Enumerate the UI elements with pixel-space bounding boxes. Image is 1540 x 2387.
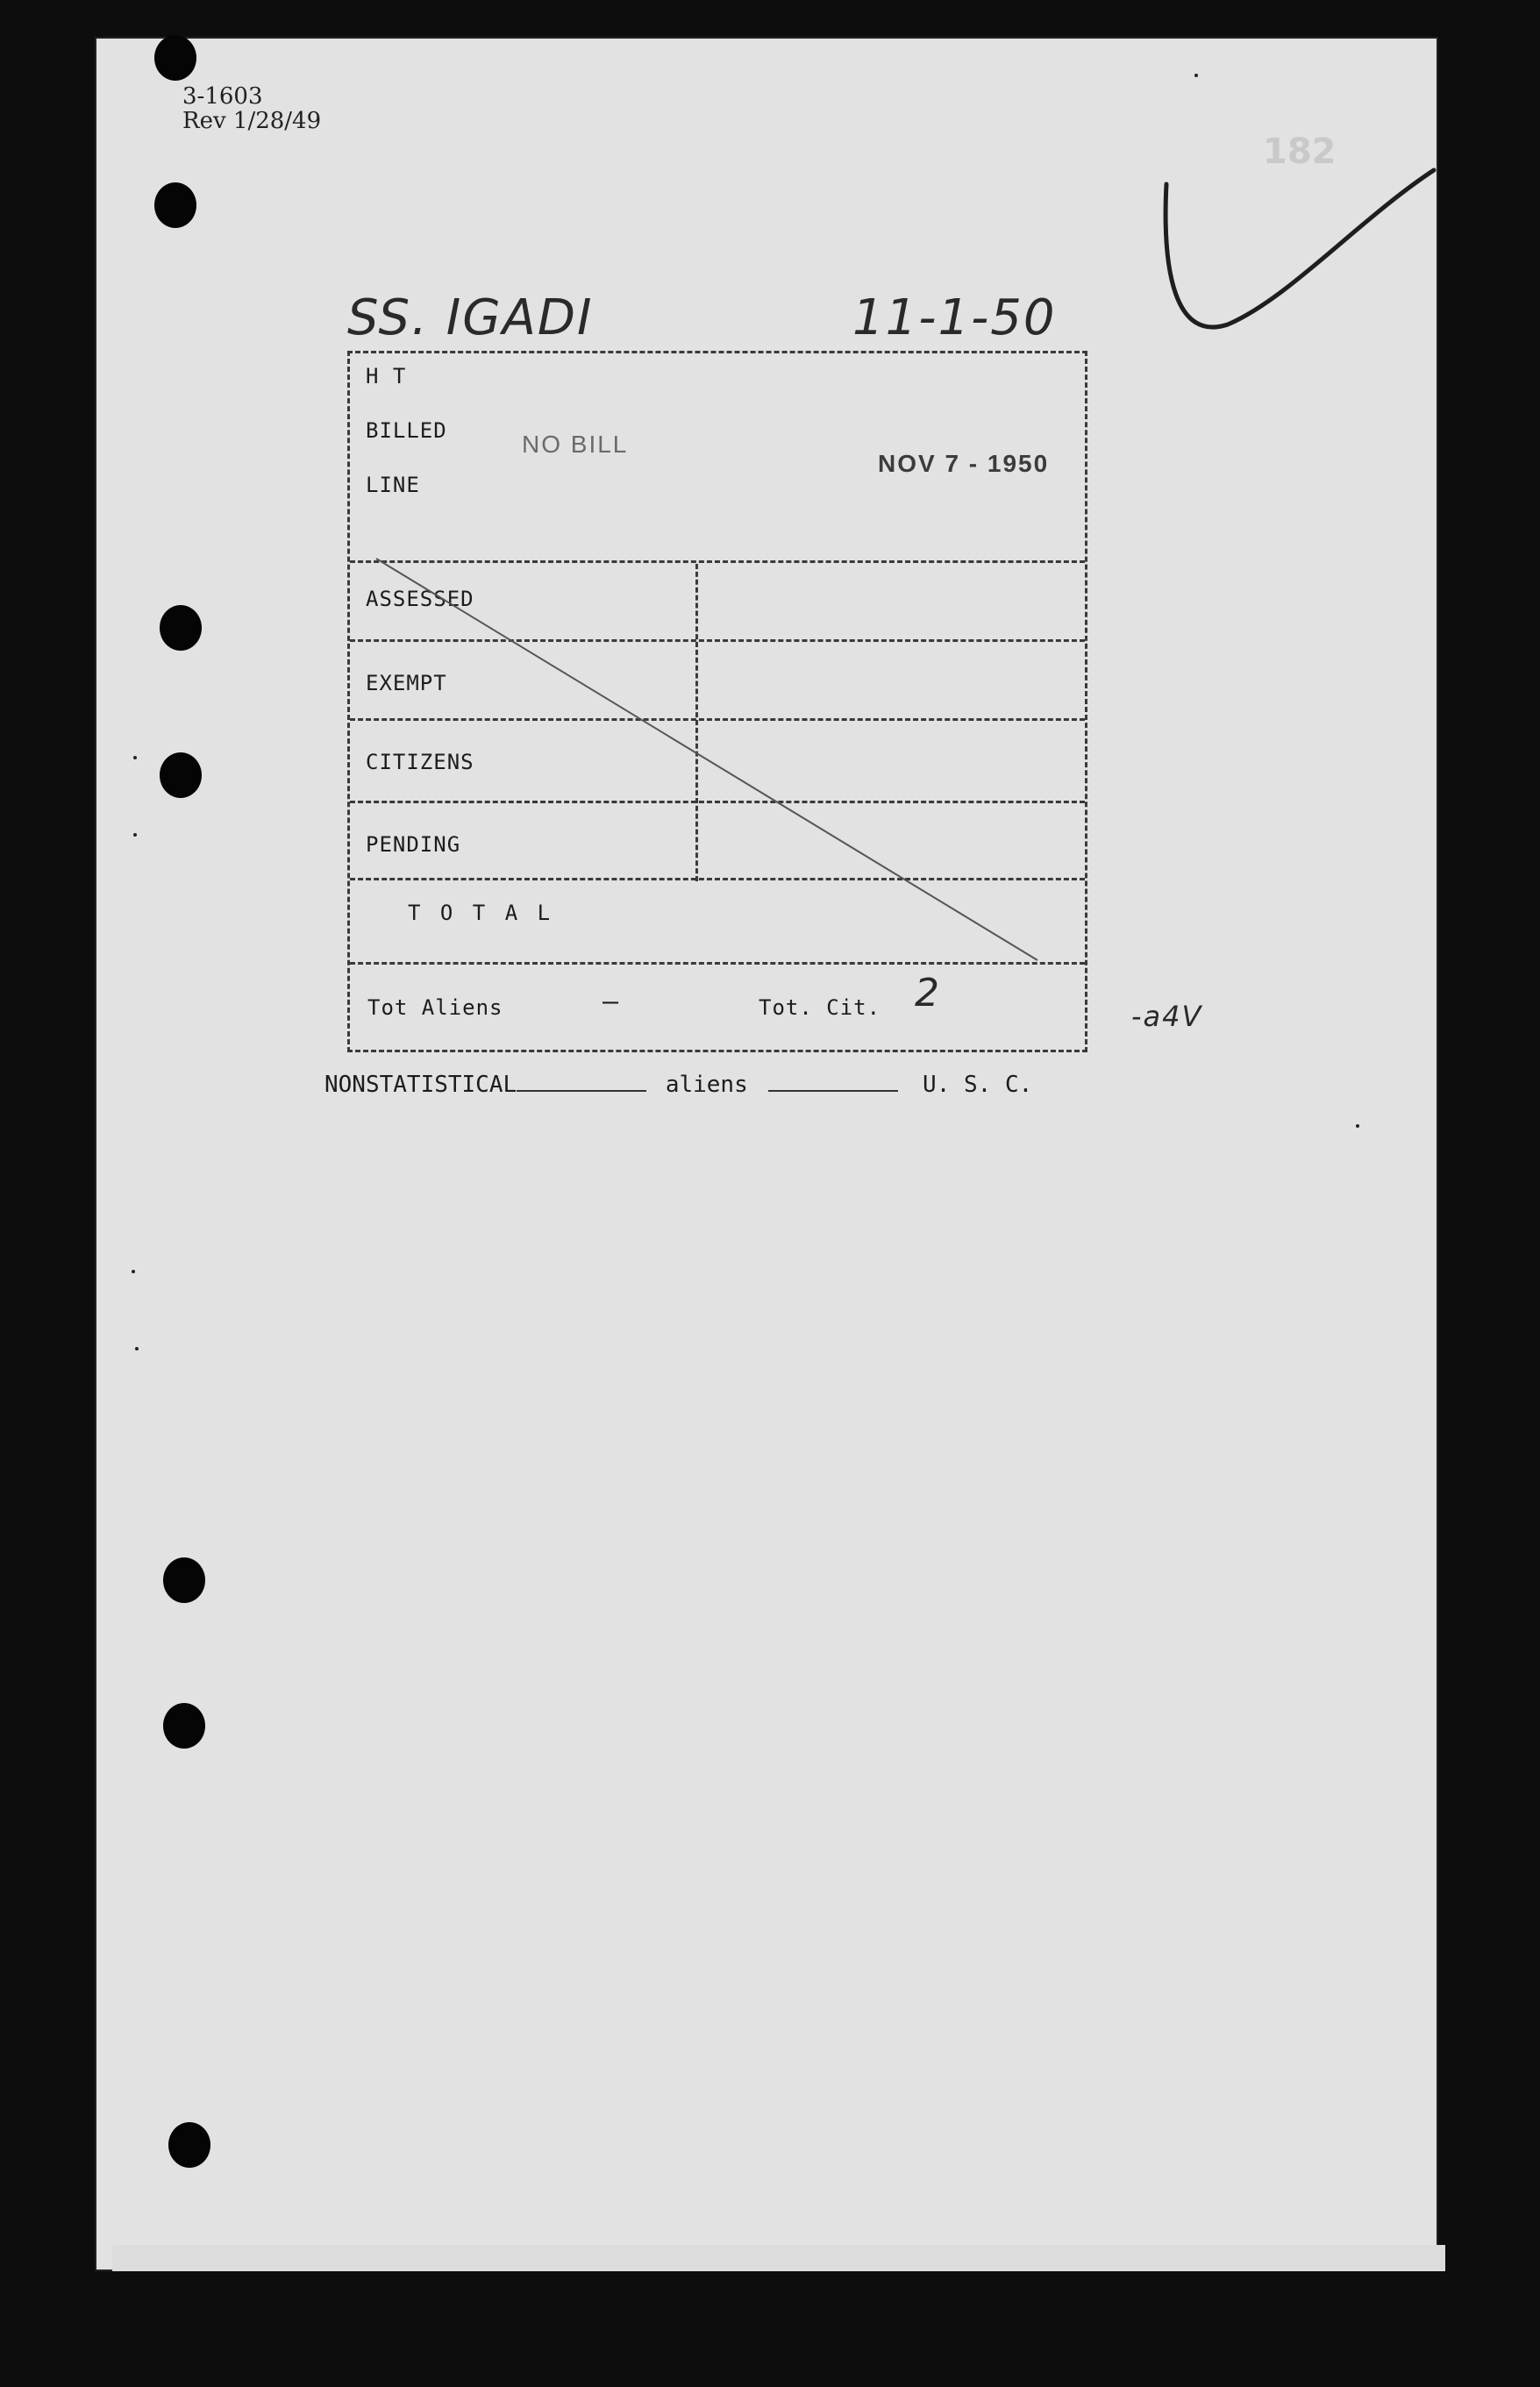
row-label-pending: PENDING [366, 832, 461, 857]
billed-label: BILLED [366, 418, 447, 443]
form-number-block [182, 84, 321, 133]
row-label-assessed: ASSESSED [366, 587, 474, 611]
nonstatistical-line [324, 1072, 1032, 1098]
binder-hole [163, 1557, 205, 1603]
form-number: 3-1603 [182, 83, 263, 110]
dust-speck [135, 1347, 139, 1350]
page-bottom-edge [112, 2245, 1445, 2271]
total-label: T O T A L [408, 901, 554, 925]
binder-hole [168, 2122, 210, 2168]
row-label-exempt: EXEMPT [366, 671, 447, 695]
no-bill-stamp: NO BILL [522, 431, 629, 458]
binder-hole [163, 1703, 205, 1749]
inspection-form [347, 351, 1087, 1052]
handwritten-date: 11-1-50 [852, 289, 1057, 346]
tot-cit-label: Tot. Cit. [759, 995, 881, 1020]
row-label-citizens: CITIZENS [366, 750, 474, 774]
dust-speck [133, 833, 137, 837]
nonstatistical-blank [517, 1090, 646, 1092]
usc-label: U. S. C. [923, 1072, 1033, 1098]
tot-aliens-label: Tot Aliens [367, 995, 503, 1020]
checkmark-icon [1158, 167, 1438, 351]
binder-hole [160, 752, 202, 798]
cross-out-line [350, 353, 1090, 1055]
tot-aliens-value: — [602, 987, 620, 1017]
line-label: LINE [366, 473, 420, 497]
side-note: -a4V [1131, 1000, 1203, 1033]
binder-hole [154, 35, 196, 81]
date-stamp: NOV 7 - 1950 [878, 450, 1050, 477]
vessel-name: SS. IGADI [347, 289, 594, 346]
dust-speck [1356, 1124, 1359, 1128]
tot-cit-value: 2 [915, 971, 941, 1015]
aliens-label: aliens [665, 1072, 748, 1098]
dust-speck [1194, 74, 1198, 77]
binder-hole [160, 605, 202, 651]
dust-speck [133, 756, 137, 759]
dust-speck [132, 1270, 135, 1273]
binder-hole [154, 182, 196, 228]
aliens-blank [768, 1090, 898, 1092]
page-number: 182 [1263, 132, 1337, 172]
nonstatistical-label: NONSTATISTICAL [324, 1072, 517, 1098]
form-revision: Rev 1/28/49 [182, 108, 322, 134]
ht-label: H T [366, 364, 407, 388]
